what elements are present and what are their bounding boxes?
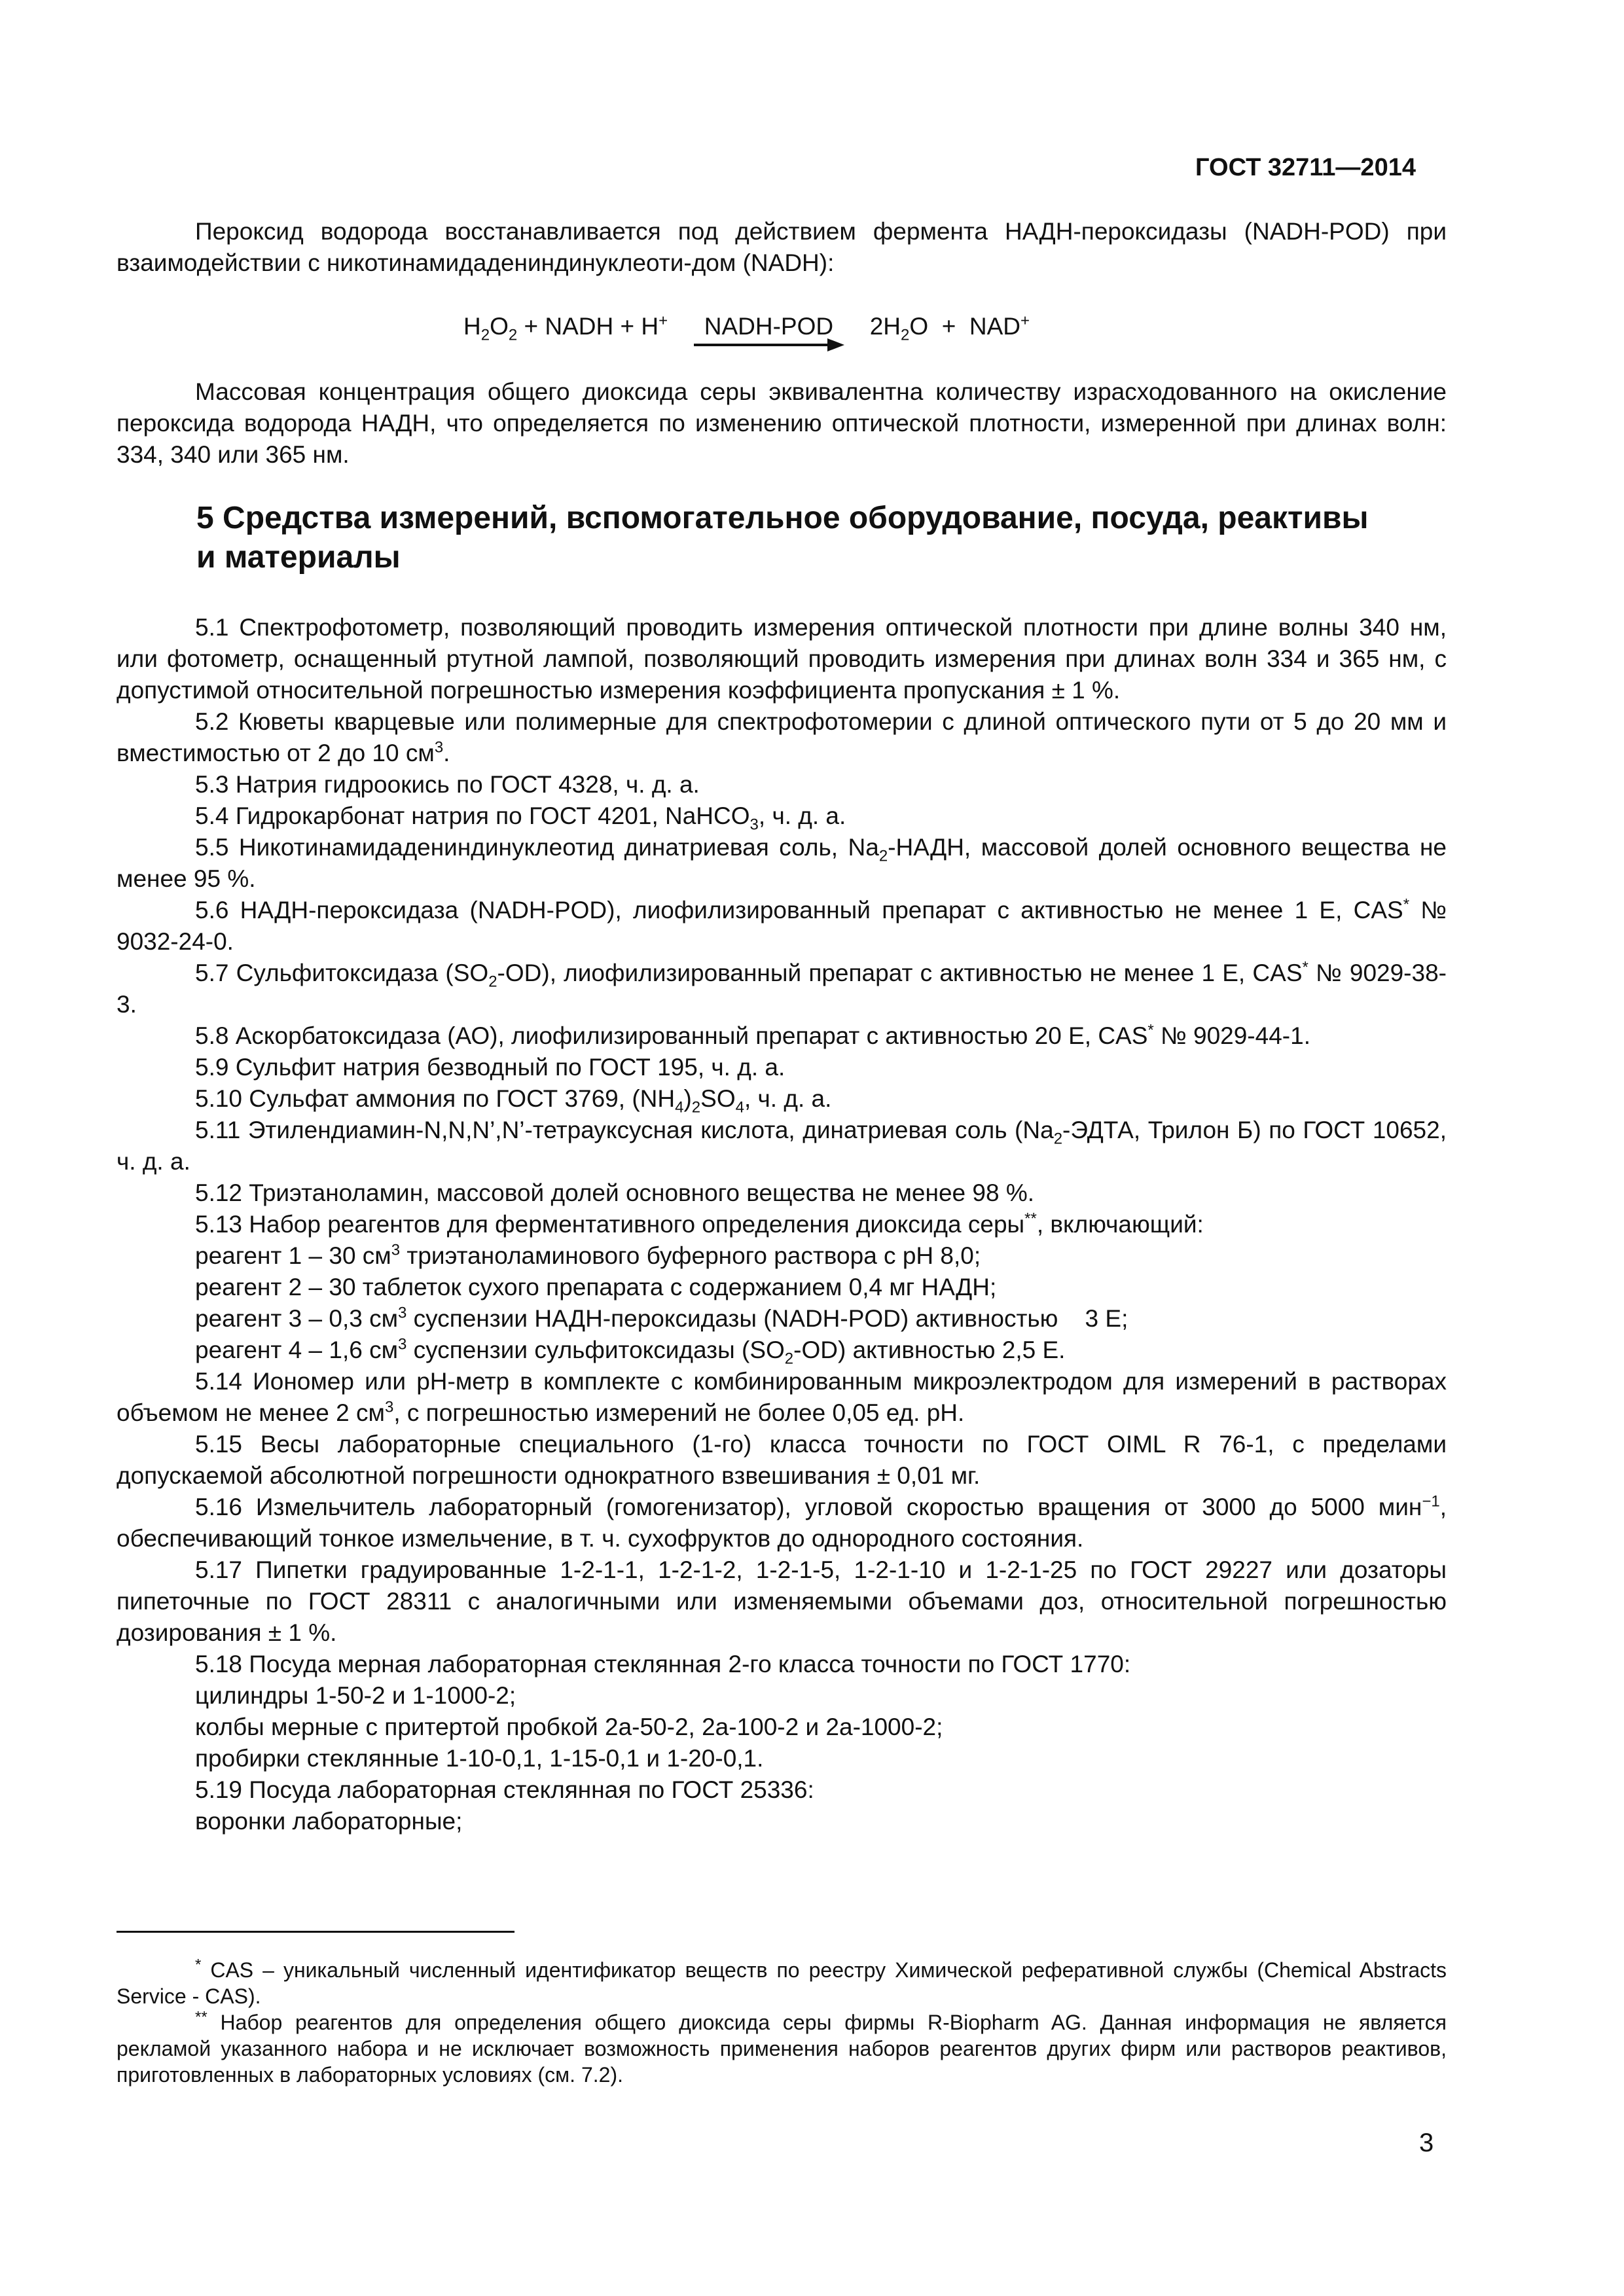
reaction-arrow [690, 311, 847, 342]
item-5-15: 5.15 Весы лабораторные специального (1-го) класса точности по ГОСТ OIML R 76-1, с пределами допускаемой абсолютной погрешности однократного взвешивания ± 0,01 мг. [117, 1431, 1447, 1489]
item-5-18: 5.18 Посуда мерная лабораторная стеклянная 2-го класса точности по ГОСТ 1770: [195, 1651, 1131, 1677]
equation-enzyme: NADH-POD [704, 313, 834, 340]
equation-right: $2H_2O + NAD^+$ [869, 312, 1030, 344]
intro-paragraph [117, 216, 1447, 279]
arrow-line-icon [694, 344, 834, 346]
reagent-1: реагент 1 – 30 $см^3$ триэтаноламинового буферного раствора с pH 8,0; [195, 1241, 981, 1269]
mass-text: Массовая концентрация общего диоксида серы эквивалентна количеству израсходованного на окисление пероксида водорода НАДН, что определяется по изменению оптической плотности, измеренной при длинах волн: 334, 340 или 365 нм. [117, 378, 1447, 468]
equation-left: $H_2O_2$ + NADH + H+ [463, 312, 668, 344]
item-5-19: 5.19 Посуда лабораторная стеклянная по ГОСТ 25336: [195, 1776, 814, 1803]
item-5-1: 5.1 Спектрофотометр, позволяющий проводить измерения оптической плотности при длине волны 340 нм, или фотометр, оснащенный ртутной лампой, позволяющий проводить измерения при длинах волн 334 и 365 нм, с допустимой относительной погрешностью измерения коэффициента пропускания ± 1 %. [117, 614, 1447, 704]
item-5-11: 5.11 Этилендиамин-N,N,N’,N’-тетрауксусная кислота, динатриевая соль ($Na_2$-ЭДТА, Трилон Б) по ГОСТ 10652, ч. д. а. [117, 1117, 1447, 1175]
item-5-17: 5.17 Пипетки градуированные 1-2-1-1, 1-2-1-2, 1-2-1-5, 1-2-1-10 и 1-2-1-25 по ГОСТ 29227 или дозаторы пипеточные по ГОСТ 28311 с аналогичными или изменяемыми объемами доз, относительной погрешностью дозирования ± 1 %. [117, 1556, 1447, 1646]
item-5-4: 5.4 Гидрокарбонат натрия по ГОСТ 4201, NaHCO$_3$, ч. д. а. [195, 802, 846, 834]
section-5-heading [196, 499, 1447, 577]
item-5-14: 5.14 Иономер или pH-метр в комплекте с комбинированным микроэлектродом для измерений в растворах объемом не менее 2 $см^3$, с погрешностью измерений не более 0,05 ед. pH. [117, 1368, 1447, 1426]
section-heading-line1: 5 Средства измерений, вспомогательное оборудование, посуда, реактивы [196, 501, 1369, 535]
footnotes [117, 1957, 1447, 2088]
document-header: ГОСТ 32711—2014 [1195, 154, 1416, 181]
item-5-9: 5.9 Сульфит натрия безводный по ГОСТ 195, ч. д. а. [195, 1054, 785, 1081]
section-heading-line2: и материалы [196, 540, 401, 575]
glassware-4: воронки лабораторные; [195, 1808, 463, 1835]
page-number: 3 [1419, 2128, 1434, 2157]
reagent-4: реагент 4 – 1,6 $см^3$ суспензии сульфитоксидазы $(SO_2-OD)$ активностью 2,5 Е. [195, 1335, 1066, 1368]
item-5-3: 5.3 Натрия гидроокись по ГОСТ 4328, ч. д. а. [195, 771, 700, 798]
mass-concentration-paragraph [117, 376, 1447, 471]
footnote-divider [117, 1931, 514, 1933]
item-5-6: 5.6 НАДН-пероксидаза (NADH-POD), лиофилизированный препарат с активностью не менее 1 Е, CAS* № 9032-24-0. [117, 895, 1447, 955]
glassware-1: цилиндры 1-50-2 и 1-1000-2; [195, 1682, 516, 1709]
glassware-3: пробирки стеклянные 1-10-0,1, 1-15-0,1 и 1-20-0,1. [195, 1745, 764, 1772]
item-5-10: 5.10 Сульфат аммония по ГОСТ 3769, $(NH_4)_2SO_4$, ч. д. а. [195, 1085, 832, 1117]
item-5-7: 5.7 Сульфитоксидаза $(SO_2-OD)$, лиофилизированный препарат с активностью не менее 1 Е, CAS* № 9029-38-3. [117, 958, 1447, 1018]
glassware-2: колбы мерные с притертой пробкой 2а-50-2, 2а-100-2 и 2а-1000-2; [195, 1713, 943, 1740]
item-5-12: 5.12 Триэтаноламин, массовой долей основного вещества не менее 98 %. [195, 1179, 1034, 1206]
reagent-3: реагент 3 – 0,3 $см^3$ суспензии НАДН-пероксидазы (NADH-POD) активностью 3 Е; [195, 1304, 1128, 1332]
item-5-13: 5.13 Набор реагентов для ферментативного определения диоксида серы**, включающий: [195, 1210, 1204, 1238]
footnote-1: * CAS – уникальный численный идентификатор веществ по реестру Химической реферативной службы (Chemical Abstracts Service - CAS). [117, 1956, 1447, 2008]
intro-text: Пероксид водорода восстанавливается под действием фермента НАДН-пероксидазы (NADH-POD) при взаимодействии с никотинамидадениндинуклеоти-дом (NADH): [117, 218, 1447, 276]
item-5-2: 5.2 Кюветы кварцевые или полимерные для спектрофотомерии с длиной оптического пути от 5 до 20 мм и вместимостью от 2 до 10 $см^3$. [117, 708, 1447, 766]
equipment-list [117, 612, 1447, 1837]
item-5-8: 5.8 Аскорбатоксидаза (АО), лиофилизированный препарат с активностью 20 Е, CAS* № 9029-44-1. [195, 1021, 1310, 1049]
reagent-2: реагент 2 – 30 таблеток сухого препарата с содержанием 0,4 мг НАДН; [195, 1274, 997, 1300]
footnote-2: ** Набор реагентов для определения общего диоксида серы фирмы R-Biopharm AG. Данная информация не является рекламой указанного набора и не исключает возможность применения наборов реагентов других фирм или растворов реактивов, приготовленных в лабораторных условиях (см. 7.2). [117, 2008, 1447, 2087]
reaction-equation [463, 311, 1030, 342]
item-5-16: 5.16 Измельчитель лабораторный (гомогенизатор), угловой скоростью вращения от 3000 до 5000 мин$^{-1}$, обеспечивающий тонкое измельчение, в т. ч. сухофруктов до однородного состояния. [117, 1492, 1447, 1552]
arrow-head-icon [827, 338, 844, 351]
item-5-5: 5.5 Никотинамидадениндинуклеотид динатриевая соль, $Na_2$-НАДН, массовой долей основного вещества не менее 95 %. [117, 834, 1447, 892]
